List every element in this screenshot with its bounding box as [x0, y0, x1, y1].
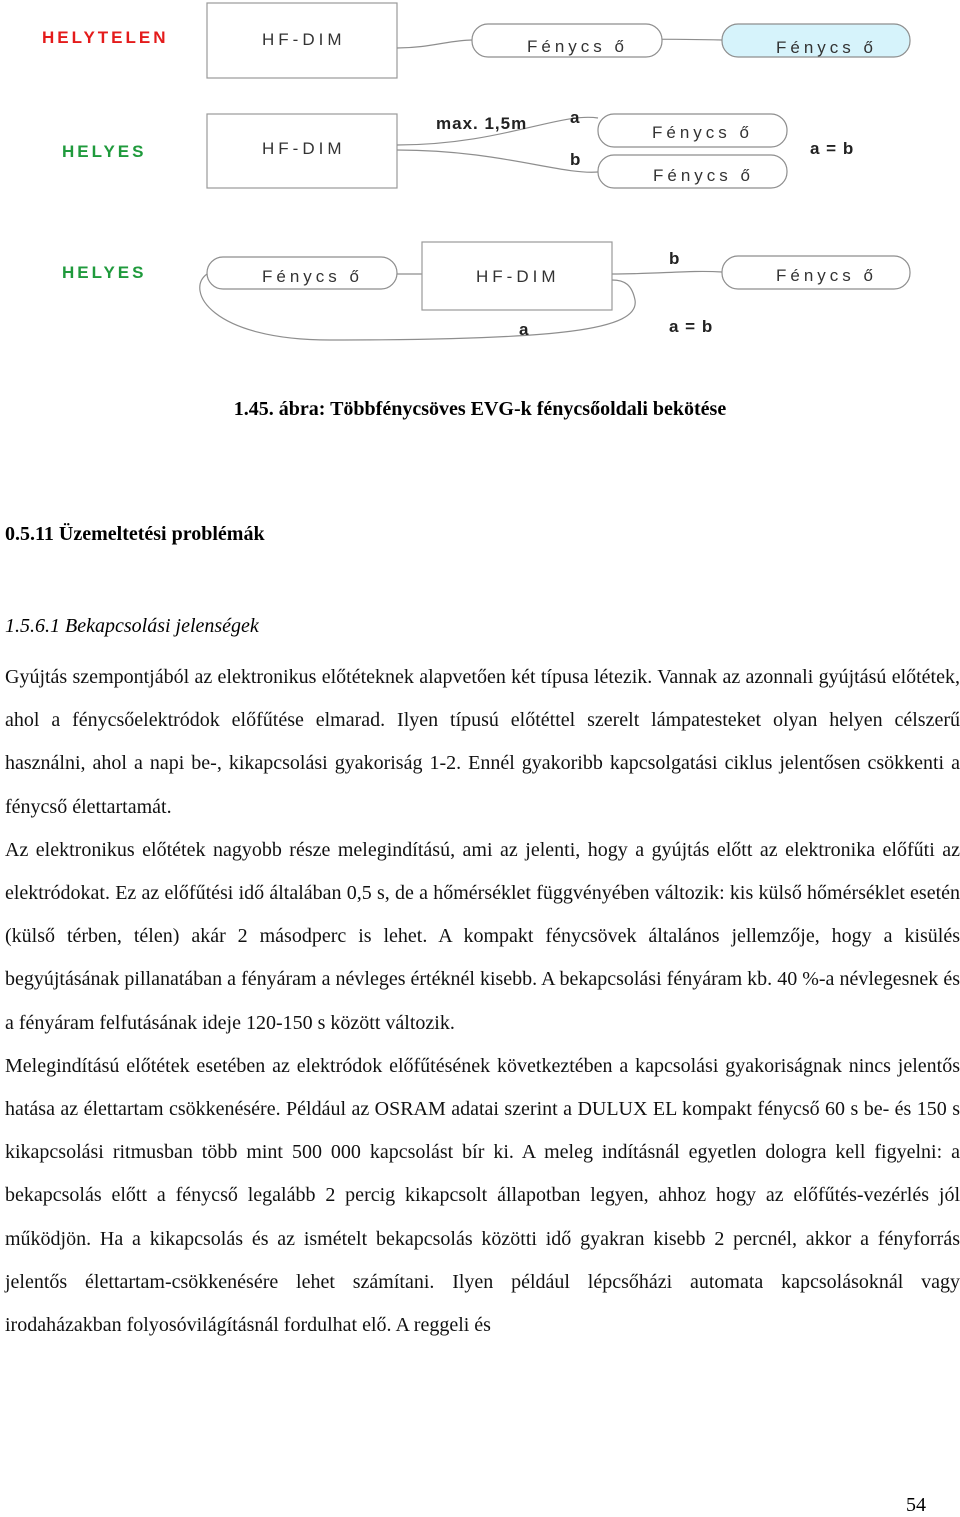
hf-dim-label: HF-DIM [262, 30, 346, 49]
tube-right-label: Fénycs ő [776, 266, 877, 285]
paragraph: Az elektronikus előtétek nagyobb része melegindítású, ami az jelenti, hogy a gyújtás előtt az elektronika előfűti az elektródokat. Ez az előfűtési idő általában 0,5 s, de a hőmérséklet függvényében változik: kis külső hőmérséklet esetén (külső térben, télen) akár 2 másodperc is lehet. A kompakt fénycsövek általános jellemzője, hogy a kisülés begyújtásának pillanatában a fényáram a névleges értéknél kisebb. A bekapcsolási fényáram kb. 40 %-a névlegesnek és a fényáram felfutásának ideje 120-150 s között változik. [5, 838, 960, 1034]
tube-2-label: Fénycs ő [653, 166, 754, 185]
diagram-row-correct-1 [62, 108, 854, 188]
label-correct: HELYES [62, 142, 147, 161]
hf-dim-label: HF-DIM [476, 267, 560, 286]
tube-1-label: Fénycs ő [652, 123, 753, 142]
wiring-diagram [0, 0, 960, 360]
wire [397, 150, 598, 172]
tube-1-label: Fénycs ő [527, 37, 628, 56]
wire [612, 271, 722, 274]
max-length-label: max. 1,5m [436, 114, 528, 133]
section-heading: 0.5.11 Üzemeltetési problémák [5, 523, 265, 545]
length-b-label: b [570, 150, 582, 169]
length-a-label: a [570, 108, 581, 127]
label-correct: HELYES [62, 263, 147, 282]
diagram-row-correct-2 [62, 242, 910, 340]
paragraph: Melegindítású előtétek esetében az elektródok előfűtésének következtében a kapcsolási gyakoriságnak nincs jelentős hatása az élettartam csökkenésére. Például az OSRAM adatai szerint a DULUX EL kompakt fénycső 60 s be- és 150 s kikapcsolási ritmusban több mint 500 000 kapcsolást bír ki. A meleg indításnál egyetlen dologra kell figyelni: a bekapcsolás előtt a fénycső legalább 2 percig kikapcsolt állapotban legyen, ahhoz hogy az előfűtés-vezérlés jól működjön. Ha a kikapcsolás és az ismételt bekapcsolás közötti idő gyakran kisebb 2 percnél, akkor a fényforrás jelentős élettartam-csökkenésére lehet számítani. Ilyen például lépcsőházi automata kapcsolásoknál vagy irodaházakban folyosóvilágításnál fordulhat elő. A reggeli és [5, 1054, 960, 1337]
paragraph: Gyújtás szempontjából az elektronikus előtéteknek alapvetően két típusa létezik. Vannak az azonnali gyújtású előtétek, ahol a fénycsőelektródok előfűtése elmarad. Ilyen típusú előtéttel szerelt lámpatesteket olyan helyen célszerű használni, ahol a napi be-, kikapcsolási gyakoriság 1-2. Ennél gyakoribb kapcsolgatási ciklus jelentősen csökkenti a fénycső élettartamát. [5, 666, 960, 818]
tube-left-label: Fénycs ő [262, 267, 363, 286]
subsection-heading: 1.5.6.1 Bekapcsolási jelenségek [5, 615, 259, 637]
length-a-label: a [519, 320, 530, 339]
page-number: 54 [906, 1494, 926, 1516]
hf-dim-label: HF-DIM [262, 139, 346, 158]
figure-caption: 1.45. ábra: Többfénycsöves EVG-k fénycsőoldali bekötése [233, 398, 727, 420]
equality-label: a = b [669, 317, 714, 336]
label-incorrect: HELYTELEN [42, 28, 169, 47]
equality-label: a = b [810, 139, 855, 158]
length-b-label: b [669, 249, 681, 268]
body-text [5, 656, 960, 1347]
diagram-row-incorrect [42, 3, 910, 78]
tube-2-label: Fénycs ő [776, 38, 877, 57]
wire [397, 40, 472, 48]
